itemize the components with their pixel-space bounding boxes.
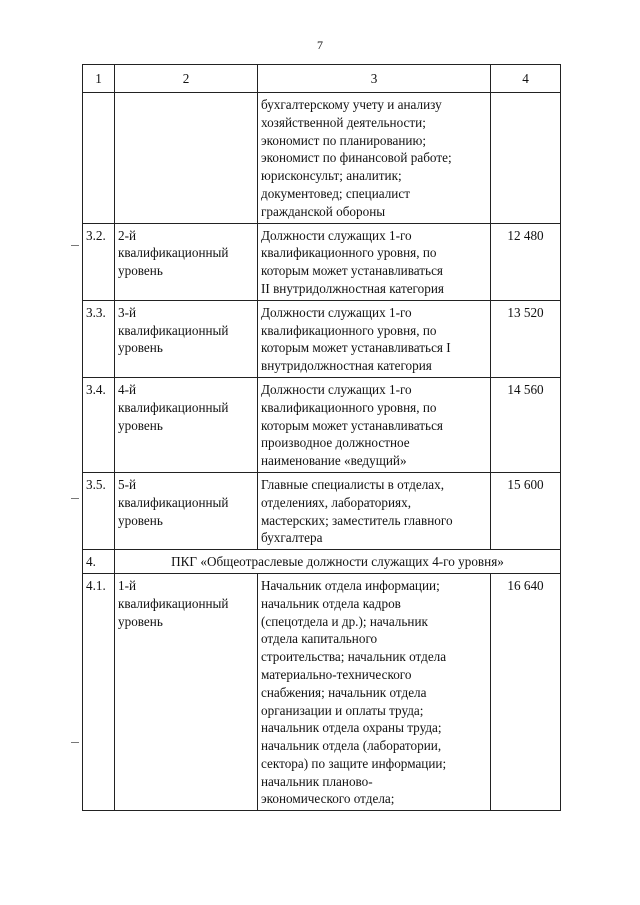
continuation-positions-cell: бухгалтерскому учету и анализу хозяйственной деятельности; экономист по планированию; экономист по финансовой работе; юрисконсульт; аналитик; документовед; специалист гражданской обороны [258, 93, 491, 224]
header-col-2: 2 [115, 65, 258, 93]
row-number: 3.2. [83, 223, 115, 300]
table-header-row [83, 65, 561, 93]
table-row [83, 223, 561, 300]
table-row [83, 300, 561, 377]
header-col-4: 4 [491, 65, 561, 93]
continuation-row [83, 93, 561, 224]
margin-mark [71, 245, 79, 246]
margin-mark [71, 742, 79, 743]
salary-value: 13 520 [491, 300, 561, 377]
continuation-salary-cell [491, 93, 561, 224]
table-row [83, 377, 561, 472]
positions-list: Начальник отдела информации; начальник отдела кадров (спецотдела и др.); начальник отдела капитального строительства; начальник отдела материально-технического снабжения; начальник отдела организации и оплаты труда; начальник отдела охраны труда; начальник отдела (лаборатории, сектора) по защите информации; начальник планово- экономического отдела; [258, 573, 491, 810]
rows-group-3 [83, 223, 561, 550]
row-number: 4.1. [83, 573, 115, 810]
positions-list: Должности служащих 1-го квалификационного уровня, по которым может устанавливаться II внутридолжностная категория [258, 223, 491, 300]
salary-value: 15 600 [491, 472, 561, 549]
header-col-3: 3 [258, 65, 491, 93]
group-heading-row [83, 550, 561, 574]
positions-list: Должности служащих 1-го квалификационного уровня, по которым может устанавливаться производное должностное наименование «ведущий» [258, 377, 491, 472]
margin-mark [71, 498, 79, 499]
row-number: 3.5. [83, 472, 115, 549]
salary-value: 14 560 [491, 377, 561, 472]
continuation-level-cell [115, 93, 258, 224]
row-number: 3.3. [83, 300, 115, 377]
group-number: 4. [83, 550, 115, 574]
table-row [83, 573, 561, 810]
positions-list: Должности служащих 1-го квалификационного уровня, по которым может устанавливаться I внутридолжностная категория [258, 300, 491, 377]
positions-list: Главные специалисты в отделах, отделениях, лабораториях, мастерских; заместитель главного бухгалтера [258, 472, 491, 549]
page-number: 7 [317, 38, 323, 52]
continuation-num-cell [83, 93, 115, 224]
table-row [83, 472, 561, 549]
salary-value: 12 480 [491, 223, 561, 300]
qualification-level: 3-й квалификационный уровень [115, 300, 258, 377]
salary-table [82, 64, 561, 811]
group-title: ПКГ «Общеотраслевые должности служащих 4-го уровня» [115, 550, 561, 574]
qualification-level: 2-й квалификационный уровень [115, 223, 258, 300]
salary-value: 16 640 [491, 573, 561, 810]
rows-group-4 [83, 573, 561, 810]
qualification-level: 1-й квалификационный уровень [115, 573, 258, 810]
qualification-level: 4-й квалификационный уровень [115, 377, 258, 472]
row-number: 3.4. [83, 377, 115, 472]
header-col-1: 1 [83, 65, 115, 93]
qualification-level: 5-й квалификационный уровень [115, 472, 258, 549]
